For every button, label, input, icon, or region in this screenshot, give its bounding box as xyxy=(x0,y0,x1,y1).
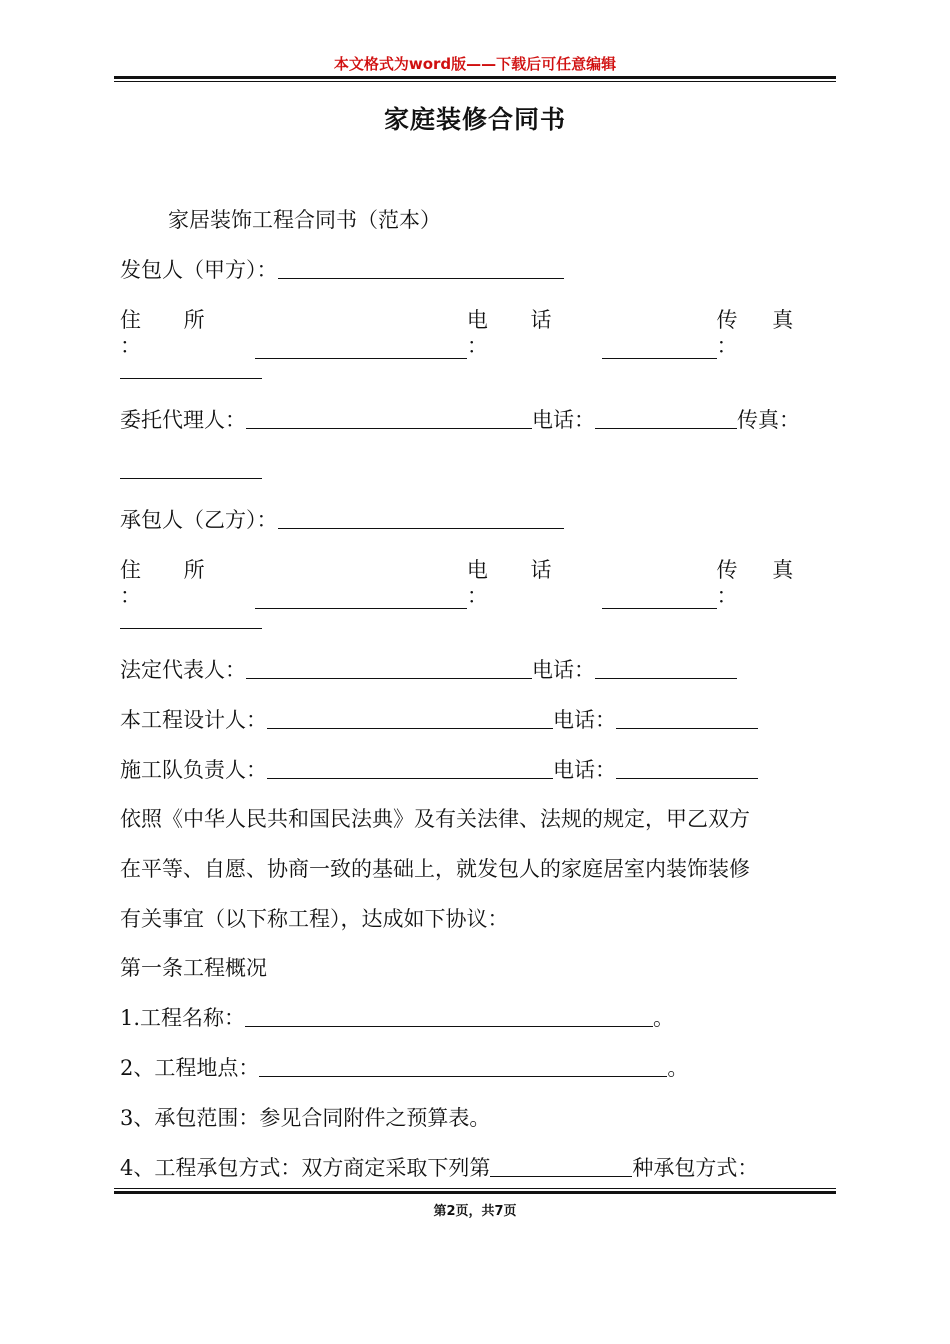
project-location-end: 。 xyxy=(667,1056,689,1080)
article-1-item-4 xyxy=(120,1155,758,1181)
party-b-fax-blank[interactable] xyxy=(120,608,262,629)
agent-fax-label: 传真： xyxy=(737,408,800,432)
article-1-heading: 第一条工程概况 xyxy=(120,956,267,980)
designer-phone-blank[interactable] xyxy=(616,708,758,729)
project-name-label: 1.工程名称： xyxy=(120,1006,246,1030)
project-location-label: 2、工程地点： xyxy=(120,1056,260,1080)
party-b-row xyxy=(120,507,564,533)
party-a-fax-blank[interactable] xyxy=(120,358,262,379)
party-a-row xyxy=(120,257,564,283)
legal-rep-row xyxy=(120,657,737,683)
team-lead-phone-label: 电话： xyxy=(553,758,616,782)
header-rule-thick xyxy=(114,76,836,79)
legal-rep-phone-label: 电话： xyxy=(532,658,595,682)
designer-blank[interactable] xyxy=(267,708,553,729)
party-b-address-row xyxy=(120,557,835,609)
preamble-line-1: 依照《中华人民共和国民法典》及有关法律、法规的规定，甲乙双方 xyxy=(120,807,750,831)
party-a-blank[interactable] xyxy=(278,258,564,279)
team-lead-blank[interactable] xyxy=(267,758,553,779)
legal-rep-label: 法定代表人： xyxy=(120,658,246,682)
party-a-label: 发包人（甲方）： xyxy=(120,258,278,282)
agent-phone-blank[interactable] xyxy=(595,408,737,429)
team-lead-label: 施工队负责人： xyxy=(120,758,267,782)
party-a-phone-label: 电 话 ： xyxy=(466,308,570,358)
party-b-address-label: 住 所 ： xyxy=(120,558,223,608)
page-number: 第2页，共7页 xyxy=(433,1204,517,1219)
party-a-phone-blank[interactable] xyxy=(602,338,717,359)
team-lead-row xyxy=(120,757,758,783)
footer-rule-thick xyxy=(114,1191,836,1194)
document-subtitle: 家居装饰工程合同书（范本） xyxy=(168,208,441,232)
legal-rep-phone-blank[interactable] xyxy=(595,658,737,679)
designer-phone-label: 电话： xyxy=(553,708,616,732)
party-b-phone-blank[interactable] xyxy=(602,588,717,609)
article-1-item-3: 3、承包范围：参见合同附件之预算表。 xyxy=(120,1106,491,1130)
party-b-label: 承包人（乙方）： xyxy=(120,508,278,532)
party-a-address-blank[interactable] xyxy=(255,338,467,359)
footer-rule-thin xyxy=(114,1188,836,1189)
agent-fax-blank[interactable] xyxy=(120,458,262,479)
project-name-end: 。 xyxy=(653,1006,675,1030)
agent-label: 委托代理人： xyxy=(120,408,246,432)
contract-mode-label: 4、工程承包方式：双方商定采取下列第 xyxy=(120,1156,491,1180)
project-location-blank[interactable] xyxy=(259,1056,667,1077)
party-b-address-blank[interactable] xyxy=(255,588,467,609)
preamble-line-2: 在平等、自愿、协商一致的基础上，就发包人的家庭居室内装饰装修 xyxy=(120,857,750,881)
party-b-phone-label: 电 话 ： xyxy=(466,558,570,608)
project-name-blank[interactable] xyxy=(245,1006,653,1027)
agent-row xyxy=(120,407,800,433)
header-rule-thin xyxy=(114,81,836,82)
agent-blank[interactable] xyxy=(246,408,532,429)
header-note: 本文格式为word版——下载后可任意编辑 xyxy=(333,55,617,73)
preamble-line-3: 有关事宜（以下称工程），达成如下协议： xyxy=(120,907,509,931)
party-b-blank[interactable] xyxy=(278,508,564,529)
designer-label: 本工程设计人： xyxy=(120,708,267,732)
contract-mode-end: 种承包方式： xyxy=(632,1156,759,1180)
article-1-item-2 xyxy=(120,1055,688,1081)
contract-mode-blank[interactable] xyxy=(490,1156,632,1177)
legal-rep-blank[interactable] xyxy=(246,658,532,679)
party-a-address-row xyxy=(120,307,835,359)
party-b-fax-label: 传 真 ： xyxy=(716,558,808,608)
article-1-item-1 xyxy=(120,1005,674,1031)
party-a-address-label: 住 所 ： xyxy=(120,308,223,358)
agent-phone-label: 电话： xyxy=(532,408,595,432)
party-a-fax-label: 传 真 ： xyxy=(716,308,808,358)
team-lead-phone-blank[interactable] xyxy=(616,758,758,779)
designer-row xyxy=(120,707,758,733)
document-title: 家庭装修合同书 xyxy=(383,105,566,134)
